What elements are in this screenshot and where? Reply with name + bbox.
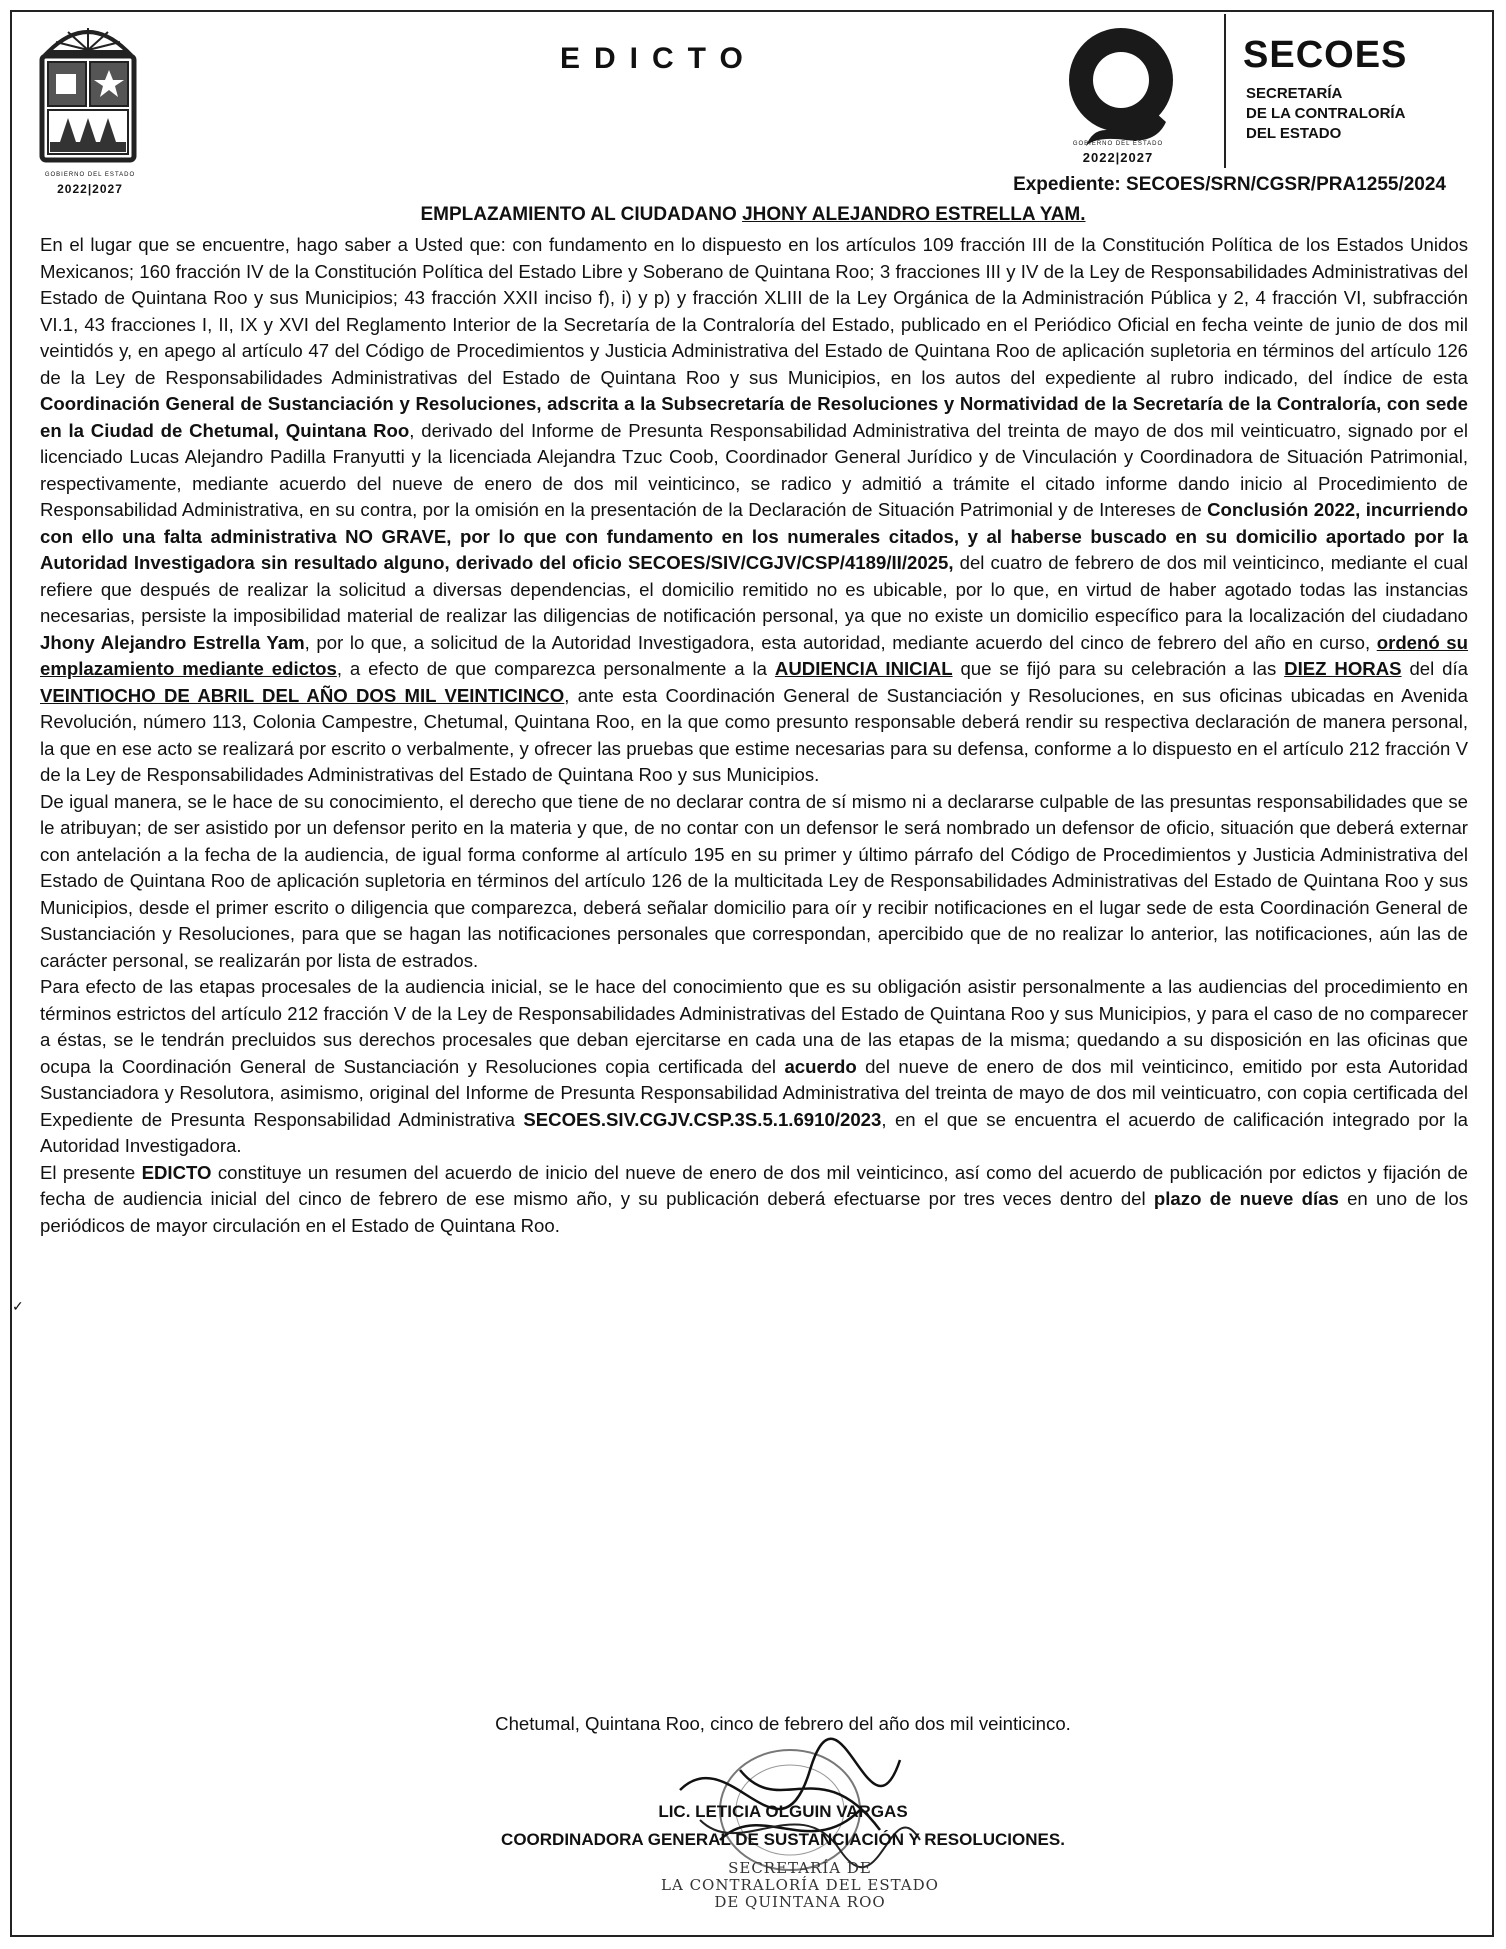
signer-position: COORDINADORA GENERAL DE SUSTANCIACIÓN Y RESOLUCIONES. (501, 1830, 1065, 1849)
stamp-line-2: LA CONTRALORÍA DEL ESTADO (661, 1876, 939, 1894)
p1-text: , ante esta Coordinación General de Sustanciación y Resoluciones, en sus oficinas ubicadas en Avenida Revolución, número 113, Colonia Campestre, Chetumal, Quintana Roo, en la que como presunto responsable deberá rendir su respectiva declaración de manera personal, la que en ese acto se realizará por escrito o verbalmente, y ofrecer las pruebas que estime necesarias para su defensa, conforme a lo dispuesto en el artículo 212 fracción V de la Ley de Responsabilidades Administrativas del Estado de Quintana Roo y sus Municipios. (40, 684, 1468, 785)
paragraph-3 (40, 974, 1468, 1160)
org-line-1: SECRETARÍA (1246, 85, 1343, 102)
p1-text: , por lo que, a solicitud de la Autoridad Investigadora, esta autoridad, mediante acuerdo del cinco de febrero del año en curso, (304, 631, 1377, 653)
shield-caption: GOBIERNO DEL ESTADO (44, 172, 136, 178)
p1-underline-audiencia: AUDIENCIA INICIAL (774, 658, 953, 679)
stamp-line-1: SECRETARÍA DE (728, 1859, 872, 1877)
document-title: EDICTO (560, 42, 757, 75)
p1-bold-conclusion: Conclusión 2022, incurriendo con ello una falta administrativa NO GRAVE, por lo que con fundamento en los numerales citados, y al haberse buscado en su domicilio aportado por la Autoridad Investigadora sin resultado alguno, derivado del oficio SECOES/SIV/CGJV/CSP/4189/II/2025, (40, 499, 1468, 573)
p1-text: En el lugar que se encuentre, hago saber a Usted que: con fundamento en lo dispuesto en los artículos 109 fracción III de la Constitución Política de los Estados Unidos Mexicanos; 160 fracción IV de la Constitución Política del Estado Libre y Soberano de Quintana Roo; 3 fracciones III y IV de la Ley de Responsabilidades Administrativas del Estado de Quintana Roo y sus Municipios; 43 fracción XXII inciso f), i) y p) y fracción XLIII de la Ley Orgánica de la Administración Pública y 2, 4 fracción VI, subfracción VI.1, 43 fracciones I, II, IX y XVI del Reglamento Interior de la Secretaría de la Contraloría del Estado, publicado en el Periódico Oficial en fecha veinte de junio de dos mil veintidós y, en apego al artículo 47 del Código de Procedimientos y Justicia Administrativa del Estado de Quintana Roo de aplicación supletoria en términos del artículo 126 de la Ley de Responsabilidades Administrativas del Estado de Quintana Roo y sus Municipios, en los autos del expediente al rubro indicado, del índice de esta (40, 234, 1468, 388)
paragraph-4 (40, 1160, 1468, 1240)
p1-bold-authority: Coordinación General de Sustanciación y Resoluciones, adscrita a la Subsecretaría de Resoluciones y Normatividad de la Secretaría de la Contraloría, con sede en la Ciudad de Chetumal, Quintana Roo (40, 393, 1468, 441)
org-name (1246, 84, 1405, 144)
p1-text: que se fijó para su celebración a las (952, 658, 1285, 679)
heading (0, 204, 1506, 226)
p1-text: del día (1401, 658, 1469, 679)
case-number: Expediente: SECOES/SRN/CGSR/PRA1255/2024 (1013, 174, 1446, 195)
p1-bold-name: Jhony Alejandro Estrella Yam (40, 631, 305, 653)
org-line-2: DE LA CONTRALORÍA (1246, 105, 1406, 122)
p4-text: en uno de los periódicos de mayor circulación en el Estado de Quintana Roo. (40, 1188, 1468, 1236)
signer-block (0, 1798, 1506, 1854)
place-date: Chetumal, Quintana Roo, cinco de febrero del año dos mil veinticinco. (495, 1713, 1071, 1734)
heading-prefix: EMPLAZAMIENTO AL CIUDADANO (420, 204, 743, 225)
p3-text: Para efecto de las etapas procesales de la audiencia inicial, se le hace del conocimiento que es su obligación asistir personalmente a las audiencias del procedimiento en términos estrictos del artículo 212 fracción V de la Ley de Responsabilidades Administrativas del Estado de Quintana Roo y sus Municipios, y para el caso de no comparecer a éstas, se le tendrán precluidos sus derechos procesales que deban ejercitarse en cada una de las etapas de la misma; quedando a su disposición en las oficinas que ocupa la Coordinación General de Sustanciación y Resoluciones copia certificada del (40, 976, 1468, 1077)
p1-text: , derivado del Informe de Presunta Responsabilidad Administrativa del treinta de mayo de dos mil veinticuatro, signado por el licenciado Lucas Alejandro Padilla Franyutti y la licenciada Alejandra Tzuc Coob, Coordinador General Jurídico y de Vinculación y Coordinadora de Situación Patrimonial, respectivamente, mediante acuerdo del nueve de enero de dos mil veinticinco, se radico y admitió a trámite el citado informe dando inicio al Procedimiento de Responsabilidad Administrativa, en su contra, por la omisión en la presentación de la Declaración de Situación Patrimonial y de Intereses de (40, 419, 1468, 520)
p3-text: , en el que se encuentra el acuerdo de calificación integrado por la Autoridad Investigadora. (40, 1108, 1468, 1156)
header-divider (1224, 14, 1226, 168)
org-acronym: SECOES (1243, 34, 1408, 76)
p1-text: , a efecto de que comparezca personalmente a la (336, 658, 775, 679)
margin-check-mark: ✓ (12, 1298, 24, 1314)
q-caption: GOBIERNO DEL ESTADO (1072, 141, 1164, 147)
p1-underline-date: VEINTIOCHO DE ABRIL DEL AÑO DOS MIL VEINTICINCO (40, 684, 565, 706)
paragraph-1 (40, 232, 1468, 789)
state-shield-logo (38, 22, 138, 172)
p1-text: del cuatro de febrero de dos mil veinticinco, mediante el cual refiere que después de realizar la solicitud a diversas dependencias, el domicilio remitido no es ubicable, por lo que, en virtud de haber agotado todas las instancias necesarias, persiste la imposibilidad material de realizar las diligencias de notificación personal, ya que no existe un domicilio específico para la localización del ciudadano (40, 552, 1468, 626)
p4-text: El presente (40, 1161, 142, 1183)
official-stamp (600, 1860, 1000, 1911)
paragraph-2: De igual manera, se le hace de su conocimiento, el derecho que tiene de no declarar contra de sí mismo ni a declararse culpable de las presuntas responsabilidades que se le atribuyan; de ser asistido por un defensor perito en la materia y que, de no contar con un defensor le será nombrado un defensor de oficio, situación que deberá externar con antelación a la fecha de la audiencia, de igual forma conforme al artículo 195 en su primer y último párrafo del Código de Procedimientos y Justicia Administrativa del Estado de Quintana Roo de aplicación supletoria en términos del artículo 126 de la multicitada Ley de Responsabilidades Administrativas del Estado de Quintana Roo y sus Municipios, desde el primer escrito o diligencia que comparezca, deberá señalar domicilio para oír y recibir notificaciones en el lugar sede de esta Coordinación General de Sustanciación y Resoluciones, para que se hagan las notificaciones personales que correspondan, apercibido que de no realizar lo anterior, las notificaciones, aún las de carácter personal, se realizarán por lista de estrados. (40, 790, 1468, 971)
q-government-logo (1046, 22, 1196, 152)
shield-years: 2022|2027 (57, 182, 123, 196)
p4-bold-plazo: plazo de nueve días (1153, 1188, 1339, 1209)
p1-underline-order: ordenó su emplazamiento mediante edictos (40, 631, 1469, 679)
p1-underline-hour: DIEZ HORAS (1284, 658, 1402, 679)
p4-text: constituye un resumen del acuerdo de inicio del nueve de enero de dos mil veinticinco, así como del acuerdo de publicación por edictos y fijación de fecha de audiencia inicial del cinco de febrero de ese mismo año, y su publicación deberá efectuarse por tres veces dentro del (40, 1161, 1468, 1209)
p3-bold-acuerdo: acuerdo (784, 1055, 857, 1077)
p4-bold-edicto: EDICTO (141, 1161, 212, 1183)
heading-name: JHONY ALEJANDRO ESTRELLA YAM. (742, 204, 1086, 225)
signer-name: LIC. LETICIA OLGUIN VARGAS (658, 1802, 908, 1821)
org-line-3: DEL ESTADO (1246, 125, 1342, 142)
document-body (40, 232, 1468, 1239)
p3-bold-expediente: SECOES.SIV.CGJV.CSP.3S.5.1.6910/2023 (523, 1108, 882, 1130)
p3-text: del nueve de enero de dos mil veinticinco, emitido por esta Autoridad Sustanciadora y Resolutora, asimismo, original del Informe de Presunta Responsabilidad Administrativa del treinta de mayo de dos mil veinticuatro, con copia certificada del Expediente de Presunta Responsabilidad Administrativa (40, 1055, 1468, 1130)
q-years: 2022|2027 (1082, 150, 1154, 165)
stamp-line-3: DE QUINTANA ROO (714, 1893, 886, 1911)
